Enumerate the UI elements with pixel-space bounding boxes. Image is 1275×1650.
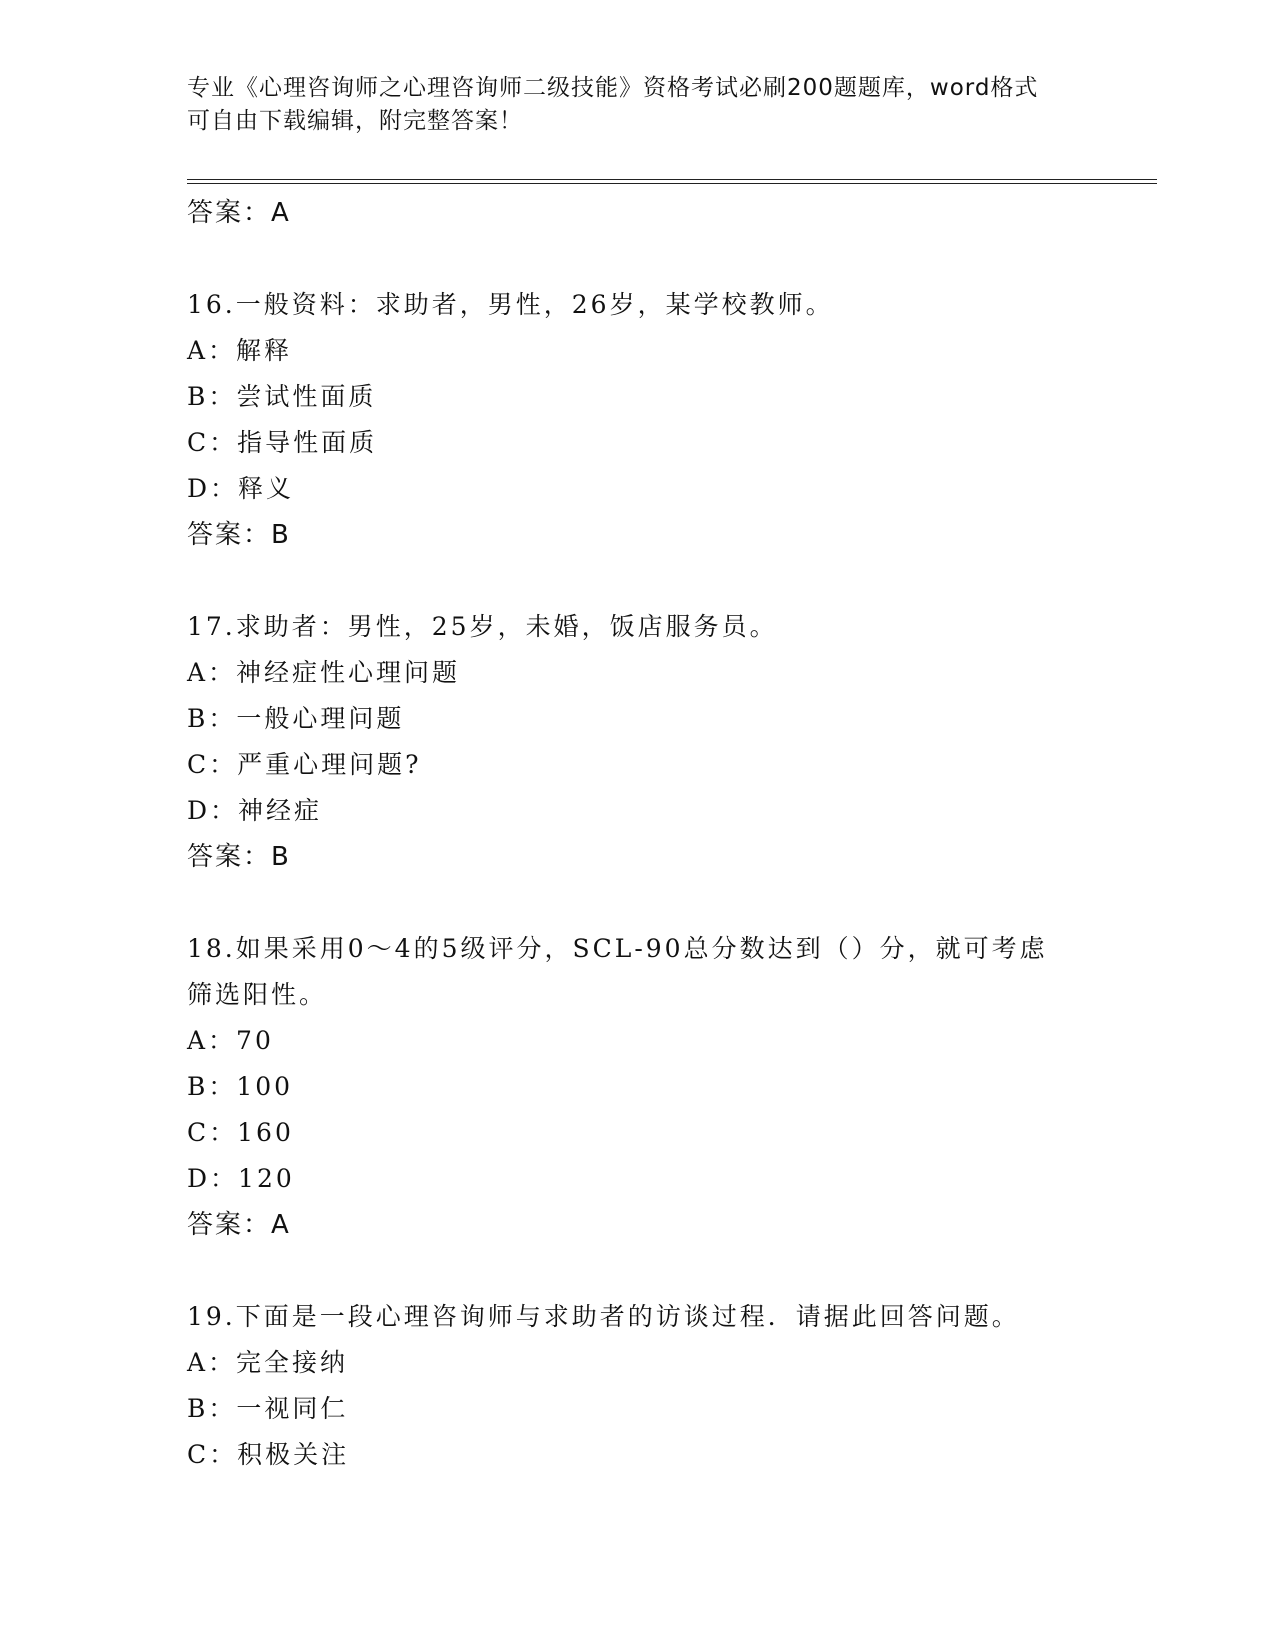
header-divider-top xyxy=(187,179,1157,180)
option-b: B：100 xyxy=(187,1072,294,1101)
option-c: C：指导性面质 xyxy=(187,428,378,457)
question-stem-line-1: 18.如果采用0～4的5级评分，SCL-90总分数达到（）分，就可考虑 xyxy=(187,934,1048,963)
question-18 xyxy=(187,926,1087,1248)
option-c: C：严重心理问题? xyxy=(187,750,422,779)
option-b: B：尝试性面质 xyxy=(187,382,377,411)
option-a: A：解释 xyxy=(187,336,293,365)
spacer xyxy=(187,558,1087,604)
question-stem: 19.下面是一段心理咨询师与求助者的访谈过程．请据此回答问题。 xyxy=(187,1302,1020,1331)
option-d: D：120 xyxy=(187,1164,295,1193)
header-line-1: 专业《心理咨询师之心理咨询师二级技能》资格考试必刷200题题库，word格式 xyxy=(187,75,1039,101)
option-c: C：积极关注 xyxy=(187,1440,350,1469)
option-a: A：70 xyxy=(187,1026,274,1055)
header-line-2: 可自由下载编辑，附完整答案！ xyxy=(187,108,523,134)
option-d: D：神经症 xyxy=(187,796,323,825)
question-17 xyxy=(187,604,1087,880)
option-b: B：一般心理问题 xyxy=(187,704,405,733)
spacer xyxy=(187,880,1087,926)
question-19 xyxy=(187,1294,1087,1478)
option-a: A：神经症性心理问题 xyxy=(187,658,461,687)
option-b: B：一视同仁 xyxy=(187,1394,349,1423)
question-stem-line-2: 筛选阳性。 xyxy=(187,980,328,1009)
spacer xyxy=(187,1248,1087,1294)
question-stem: 16.一般资料：求助者，男性，26岁，某学校教师。 xyxy=(187,290,834,319)
spacer xyxy=(187,236,1087,282)
header-divider-bottom xyxy=(187,183,1157,184)
option-a: A：完全接纳 xyxy=(187,1348,349,1377)
previous-answer: 答案：A xyxy=(187,198,291,228)
question-list xyxy=(187,190,1087,1478)
document-header xyxy=(187,72,1077,138)
answer-label: 答案：B xyxy=(187,520,291,550)
option-d: D：释义 xyxy=(187,474,295,503)
question-16 xyxy=(187,282,1087,558)
answer-label: 答案：A xyxy=(187,1210,291,1240)
answer-label: 答案：B xyxy=(187,842,291,872)
option-c: C：160 xyxy=(187,1118,294,1147)
question-stem: 17.求助者：男性，25岁，未婚，饭店服务员。 xyxy=(187,612,778,641)
